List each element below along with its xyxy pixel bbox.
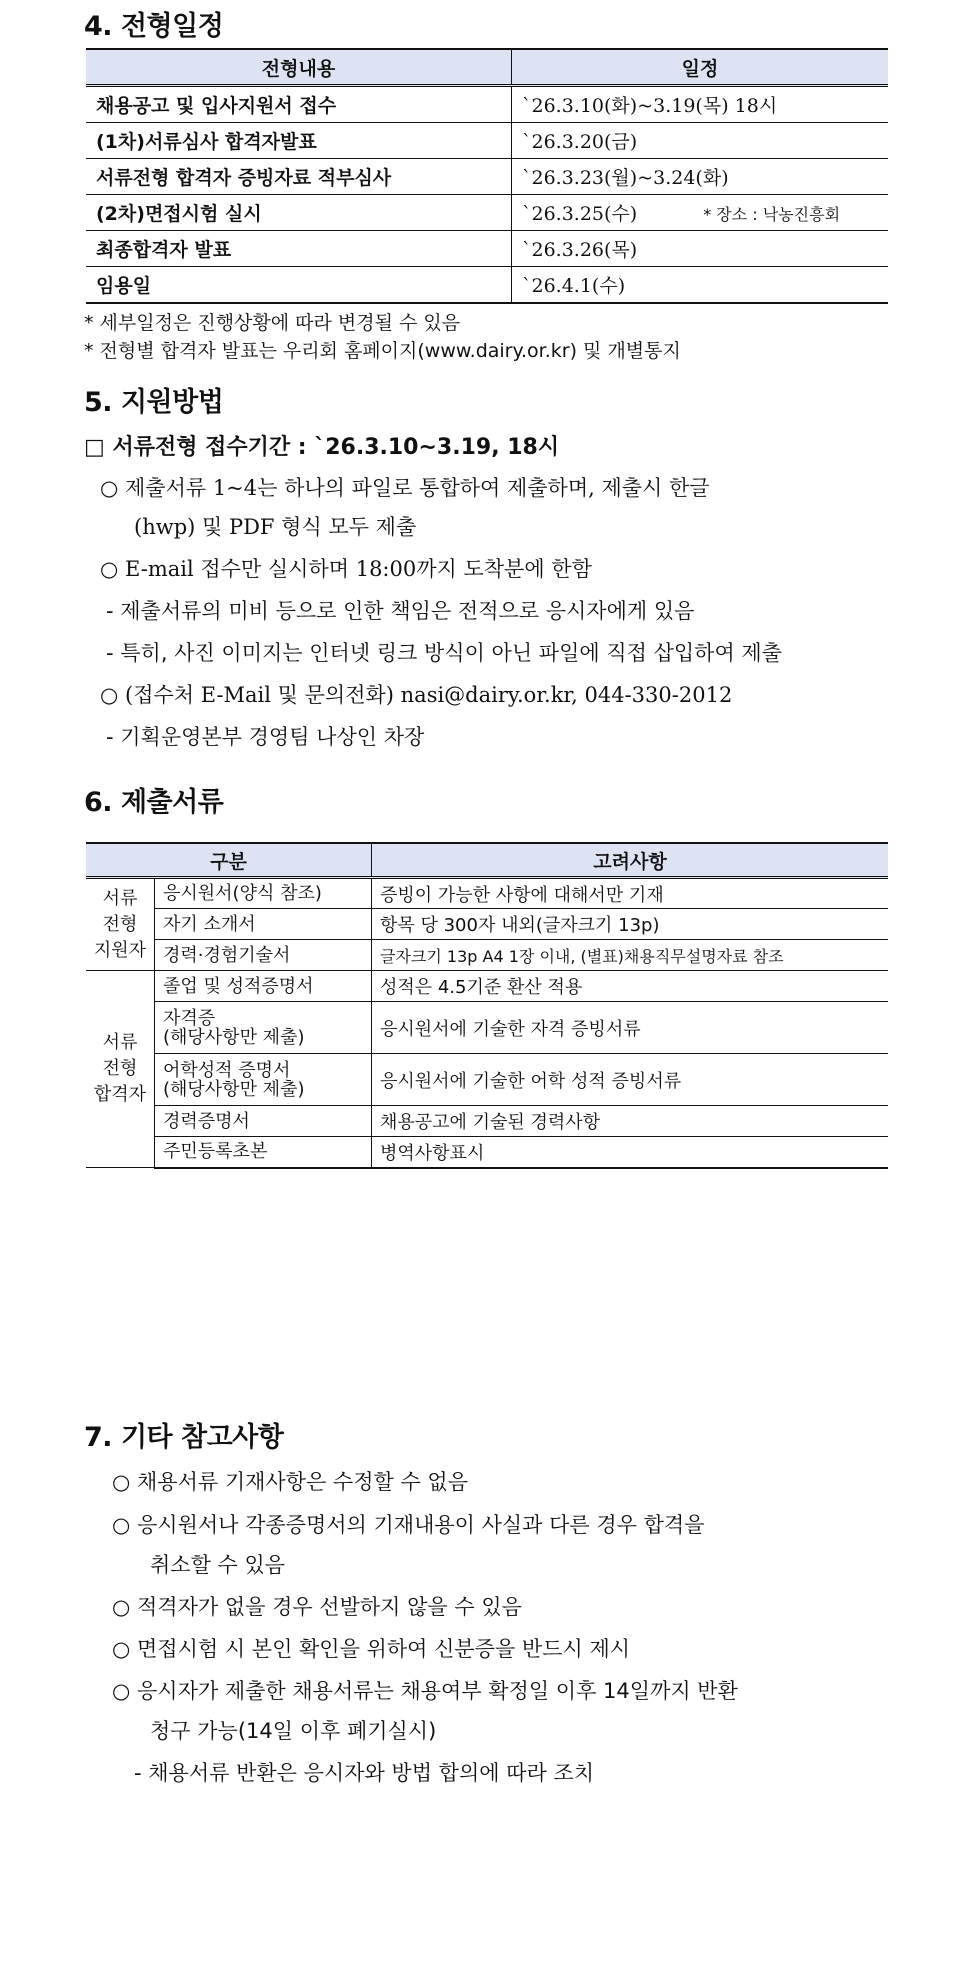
documents-row: [86, 971, 888, 1002]
schedule-date: `26.3.23(월)~3.24(화): [512, 159, 889, 195]
schedule-date: `26.3.20(금): [512, 123, 889, 159]
document-name: 주민등록초본: [155, 1137, 372, 1168]
header-content: 전형내용: [86, 49, 512, 86]
document-note: 글자크기 13p A4 1장 이내, (별표)채용직무설명자료 참조: [372, 940, 889, 971]
schedule-item: 임용일: [86, 267, 512, 304]
application-line: ○ E-mail 접수만 실시하며 18:00까지 도착분에 한함: [100, 557, 592, 581]
documents-row: [86, 1137, 888, 1168]
schedule-item: (2차)면접시험 실시: [86, 195, 512, 231]
note-line: 취소할 수 있음: [150, 1553, 286, 1577]
schedule-table: [86, 48, 888, 304]
section-6-title: 6. 제출서류: [84, 787, 224, 818]
schedule-row: [86, 86, 888, 123]
schedule-row: [86, 195, 888, 231]
group-passers: 서류 전형 합격자: [86, 971, 155, 1168]
section-4-title: 4. 전형일정: [84, 11, 224, 42]
schedule-row: [86, 159, 888, 195]
contact-line: ○ (접수처 E-Mail 및 문의전화) nasi@dairy.or.kr, 044-330-2012: [100, 683, 733, 707]
schedule-item: 채용공고 및 입사지원서 접수: [86, 86, 512, 123]
documents-row: [86, 1054, 888, 1106]
schedule-item: 최종합격자 발표: [86, 231, 512, 267]
documents-row: [86, 878, 888, 909]
document-name: 졸업 및 성적증명서: [155, 971, 372, 1002]
documents-header: [86, 843, 888, 878]
header-considerations: 고려사항: [372, 843, 889, 878]
schedule-date: `26.3.26(목): [512, 231, 889, 267]
schedule-row: [86, 231, 888, 267]
schedule-item: 서류전형 합격자 증빙자료 적부심사: [86, 159, 512, 195]
header-schedule: 일정: [512, 49, 889, 86]
document-note: 병역사항표시: [372, 1137, 889, 1168]
schedule-row: [86, 267, 888, 304]
document-note: 응시원서에 기술한 자격 증빙서류: [372, 1002, 889, 1054]
document-note: 성적은 4.5기준 환산 적용: [372, 971, 889, 1002]
group-applicants: 서류 전형 지원자: [86, 878, 155, 971]
application-line: - 특히, 사진 이미지는 인터넷 링크 방식이 아닌 파일에 직접 삽입하여 제출: [106, 641, 782, 665]
schedule-date: `26.3.25(수): [522, 203, 638, 225]
document-name: 경력·경험기술서: [155, 940, 372, 971]
document-note: 채용공고에 기술된 경력사항: [372, 1106, 889, 1137]
schedule-date: `26.4.1(수): [512, 267, 889, 304]
document-name: 자기 소개서: [155, 909, 372, 940]
application-line: - 제출서류의 미비 등으로 인한 책임은 전적으로 응시자에게 있음: [106, 599, 695, 623]
schedule-place: * 장소 : 낙농진흥회: [703, 205, 841, 224]
documents-row: [86, 1002, 888, 1054]
schedule-row: [86, 123, 888, 159]
document-note: 증빙이 가능한 사항에 대해서만 기재: [372, 878, 889, 909]
document-name: 어학성적 증명서 (해당사항만 제출): [155, 1054, 372, 1106]
document-note: 응시원서에 기술한 어학 성적 증빙서류: [372, 1054, 889, 1106]
header-category: 구분: [86, 843, 372, 878]
application-line: ○ 제출서류 1~4는 하나의 파일로 통합하여 제출하며, 제출시 한글: [100, 476, 710, 500]
application-period: □ 서류전형 접수기간 : `26.3.10~3.19, 18시: [84, 435, 560, 460]
note-line: - 채용서류 반환은 응시자와 방법 합의에 따라 조치: [134, 1761, 595, 1785]
note-line: 청구 가능(14일 이후 폐기실시): [150, 1719, 437, 1743]
note-line: ○ 채용서류 기재사항은 수정할 수 없음: [112, 1470, 468, 1494]
documents-table: [86, 842, 888, 1169]
documents-row: [86, 1106, 888, 1137]
application-line: (hwp) 및 PDF 형식 모두 제출: [134, 515, 417, 539]
documents-row: [86, 909, 888, 940]
documents-row: [86, 940, 888, 971]
note-line: ○ 적격자가 없을 경우 선발하지 않을 수 있음: [112, 1595, 522, 1619]
schedule-date-cell: [512, 195, 889, 231]
contact-person: - 기획운영본부 경영팀 나상인 차장: [106, 725, 425, 749]
note-line: ○ 면접시험 시 본인 확인을 위하여 신분증을 반드시 제시: [112, 1637, 631, 1661]
schedule-item: (1차)서류심사 합격자발표: [86, 123, 512, 159]
schedule-date: `26.3.10(화)~3.19(목) 18시: [512, 86, 889, 123]
document-name: 자격증 (해당사항만 제출): [155, 1002, 372, 1054]
document-note: 항목 당 300자 내외(글자크기 13p): [372, 909, 889, 940]
document-name: 응시원서(양식 참조): [155, 878, 372, 909]
schedule-note: * 전형별 합격자 발표는 우리회 홈페이지(www.dairy.or.kr) 및 개별통지: [84, 340, 681, 362]
section-5-title: 5. 지원방법: [84, 387, 224, 418]
section-7-title: 7. 기타 참고사항: [84, 1422, 284, 1453]
schedule-header: [86, 49, 888, 86]
note-line: ○ 응시원서나 각종증명서의 기재내용이 사실과 다른 경우 합격을: [112, 1513, 705, 1537]
schedule-note: * 세부일정은 진행상황에 따라 변경될 수 있음: [84, 312, 461, 334]
note-line: ○ 응시자가 제출한 채용서류는 채용여부 확정일 이후 14일까지 반환: [112, 1679, 738, 1703]
document-name: 경력증명서: [155, 1106, 372, 1137]
